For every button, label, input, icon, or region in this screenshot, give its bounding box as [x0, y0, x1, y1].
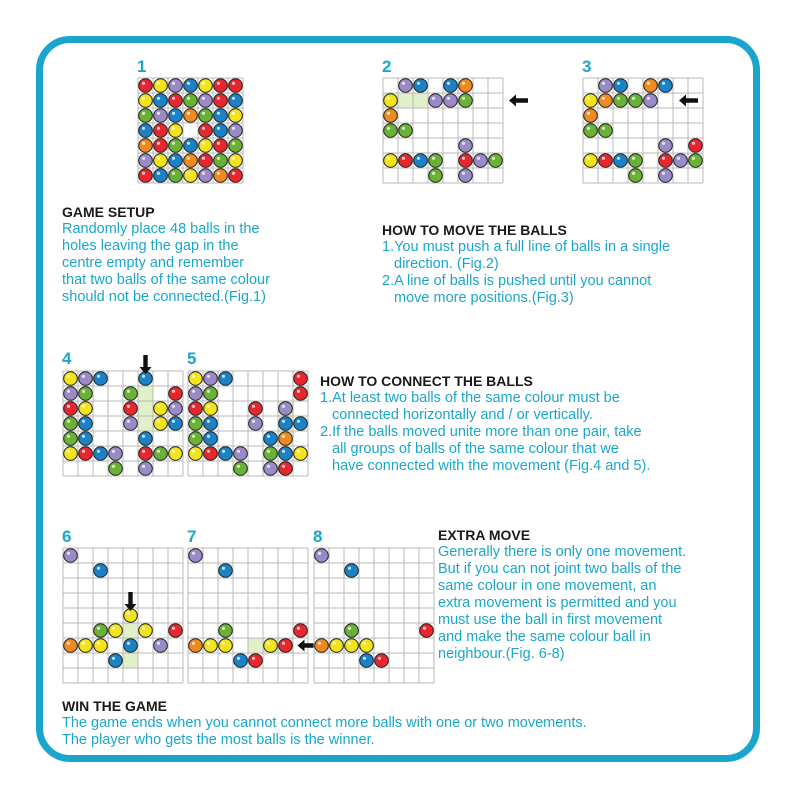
extra-line: and make the same colour ball in	[438, 629, 651, 645]
board-svg	[187, 547, 309, 684]
ball	[169, 387, 183, 401]
ball	[199, 154, 213, 168]
ball	[94, 639, 108, 653]
ball	[94, 447, 108, 461]
ball	[169, 447, 183, 461]
ball	[189, 432, 203, 446]
ball	[189, 549, 203, 563]
ball	[154, 417, 168, 431]
ball	[79, 639, 93, 653]
ball	[214, 79, 228, 93]
ball	[249, 417, 263, 431]
ball	[139, 624, 153, 638]
extra-heading: EXTRA MOVE	[438, 527, 531, 543]
setup-line: that two balls of the same colour	[62, 272, 270, 288]
ball	[264, 639, 278, 653]
ball	[659, 154, 673, 168]
ball	[204, 372, 218, 386]
ball	[629, 94, 643, 108]
ball	[64, 417, 78, 431]
extra-line: Generally there is only one movement.	[438, 544, 687, 560]
ball	[189, 372, 203, 386]
ball	[644, 79, 658, 93]
ball	[189, 417, 203, 431]
ball	[429, 154, 443, 168]
ball	[214, 109, 228, 123]
figure-number: 2	[382, 57, 392, 76]
ball	[584, 109, 598, 123]
figure-number: 7	[187, 527, 197, 546]
ball	[279, 402, 293, 416]
ball	[614, 94, 628, 108]
ball	[599, 154, 613, 168]
ball	[199, 109, 213, 123]
ball	[189, 447, 203, 461]
ball	[674, 154, 688, 168]
ball	[599, 94, 613, 108]
setup-text	[62, 221, 362, 306]
ball	[199, 139, 213, 153]
ball	[279, 462, 293, 476]
ball	[94, 564, 108, 578]
ball	[614, 79, 628, 93]
ball	[384, 124, 398, 138]
ball	[169, 94, 183, 108]
ball	[139, 124, 153, 138]
move-path-cell	[138, 401, 153, 416]
ball	[234, 654, 248, 668]
game-board-fig8	[313, 547, 435, 684]
ball	[154, 402, 168, 416]
ball	[229, 94, 243, 108]
ball	[229, 79, 243, 93]
ball	[139, 94, 153, 108]
move-heading: HOW TO MOVE THE BALLS	[382, 222, 567, 238]
move-path-cell	[413, 93, 428, 108]
ball	[199, 169, 213, 183]
win-text	[62, 715, 762, 749]
ball	[169, 139, 183, 153]
ball	[94, 372, 108, 386]
board-svg	[382, 77, 504, 184]
ball	[264, 432, 278, 446]
ball	[659, 139, 673, 153]
ball	[689, 139, 703, 153]
ball	[629, 154, 643, 168]
ball	[204, 402, 218, 416]
ball	[659, 79, 673, 93]
ball	[154, 109, 168, 123]
ball	[264, 462, 278, 476]
move-path-cell	[123, 653, 138, 668]
ball	[384, 109, 398, 123]
ball	[94, 624, 108, 638]
ball	[139, 154, 153, 168]
ball	[345, 639, 359, 653]
ball	[139, 139, 153, 153]
game-board-fig3	[582, 77, 704, 184]
ball	[219, 372, 233, 386]
move-line: direction. (Fig.2)	[394, 256, 499, 272]
ball	[444, 79, 458, 93]
ball	[219, 639, 233, 653]
win-line: The game ends when you cannot connect more balls with one or two movements.	[62, 715, 587, 731]
ball	[429, 169, 443, 183]
setup-heading: GAME SETUP	[62, 204, 155, 220]
ball	[64, 432, 78, 446]
figure-number: 1	[137, 57, 147, 76]
ball	[109, 462, 123, 476]
ball	[644, 94, 658, 108]
ball	[294, 417, 308, 431]
board-svg	[313, 547, 435, 684]
ball	[154, 124, 168, 138]
ball	[214, 124, 228, 138]
ball	[184, 94, 198, 108]
setup-line: should not be connected.(Fig.1)	[62, 289, 266, 305]
ball	[184, 154, 198, 168]
ball	[79, 372, 93, 386]
ball	[384, 94, 398, 108]
ball	[629, 169, 643, 183]
win-heading: WIN THE GAME	[62, 698, 167, 714]
ball	[64, 372, 78, 386]
ball	[124, 402, 138, 416]
figure-number: 6	[62, 527, 72, 546]
ball	[584, 94, 598, 108]
ball	[429, 94, 443, 108]
ball	[184, 139, 198, 153]
move-path-cell	[398, 93, 413, 108]
ball	[79, 447, 93, 461]
ball	[279, 639, 293, 653]
ball	[199, 79, 213, 93]
board-svg	[582, 77, 704, 184]
ball	[315, 639, 329, 653]
ball	[184, 79, 198, 93]
ball	[459, 79, 473, 93]
ball	[249, 654, 263, 668]
ball	[474, 154, 488, 168]
ball	[234, 462, 248, 476]
ball	[154, 154, 168, 168]
board-grid	[314, 548, 434, 683]
ball	[64, 387, 78, 401]
ball	[219, 624, 233, 638]
figure-number: 3	[582, 57, 592, 76]
board-grid	[188, 548, 308, 683]
ball	[459, 139, 473, 153]
ball	[154, 447, 168, 461]
ball	[189, 402, 203, 416]
ball	[189, 387, 203, 401]
ball	[315, 549, 329, 563]
ball	[79, 432, 93, 446]
ball	[169, 417, 183, 431]
ball	[229, 169, 243, 183]
ball	[420, 624, 434, 638]
ball	[199, 94, 213, 108]
ball	[294, 447, 308, 461]
ball	[345, 624, 359, 638]
ball	[234, 447, 248, 461]
ball	[124, 417, 138, 431]
game-board-fig4	[62, 370, 184, 477]
ball	[169, 169, 183, 183]
ball	[154, 139, 168, 153]
ball	[214, 139, 228, 153]
game-board-fig6	[62, 547, 184, 684]
ball	[139, 169, 153, 183]
ball	[154, 79, 168, 93]
ball	[459, 169, 473, 183]
ball	[139, 462, 153, 476]
ball	[584, 124, 598, 138]
move-path-cell	[123, 623, 138, 638]
ball	[294, 387, 308, 401]
move-path-cell	[138, 416, 153, 431]
ball	[219, 447, 233, 461]
ball	[414, 154, 428, 168]
ball	[124, 639, 138, 653]
ball	[599, 79, 613, 93]
ball	[489, 154, 503, 168]
ball	[169, 79, 183, 93]
ball	[154, 94, 168, 108]
ball	[229, 139, 243, 153]
move-path-cell	[248, 638, 263, 653]
ball	[169, 402, 183, 416]
ball	[154, 169, 168, 183]
ball	[64, 402, 78, 416]
ball	[139, 79, 153, 93]
board-grid	[63, 548, 183, 683]
board-svg	[187, 370, 309, 477]
win-line: The player who gets the most balls is the winner.	[62, 732, 375, 748]
ball	[204, 432, 218, 446]
connect-line: 2.If the balls moved unite more than one pair, take	[320, 424, 642, 440]
move-line: 2.A line of balls is pushed until you cannot	[382, 273, 652, 289]
ball	[64, 639, 78, 653]
ball	[214, 169, 228, 183]
ball	[204, 417, 218, 431]
figure-number: 8	[313, 527, 323, 546]
ball	[184, 169, 198, 183]
figure-number: 5	[187, 349, 197, 368]
ball	[345, 564, 359, 578]
figure-number: 4	[62, 349, 72, 368]
ball	[360, 654, 374, 668]
ball	[139, 447, 153, 461]
ball	[459, 94, 473, 108]
board-svg	[137, 77, 244, 184]
ball	[294, 624, 308, 638]
ball	[229, 124, 243, 138]
ball	[599, 124, 613, 138]
connect-text	[320, 390, 755, 475]
ball	[330, 639, 344, 653]
ball	[279, 447, 293, 461]
ball	[249, 402, 263, 416]
move-path-cell	[138, 386, 153, 401]
game-board-fig2	[382, 77, 504, 184]
ball	[199, 124, 213, 138]
ball	[689, 154, 703, 168]
setup-line: Randomly place 48 balls in the	[62, 221, 260, 237]
ball	[79, 402, 93, 416]
move-line: move more positions.(Fig.3)	[394, 290, 574, 306]
extra-line: extra movement is permitted and you	[438, 595, 677, 611]
ball	[124, 387, 138, 401]
ball	[399, 154, 413, 168]
extra-line: must use the ball in first movement	[438, 612, 663, 628]
ball	[189, 639, 203, 653]
connect-line: 1.At least two balls of the same colour must be	[320, 390, 620, 406]
setup-line: holes leaving the gap in the	[62, 238, 239, 254]
ball	[204, 639, 218, 653]
ball	[214, 154, 228, 168]
board-svg	[62, 370, 184, 477]
ball	[444, 94, 458, 108]
ball	[64, 549, 78, 563]
setup-line: centre empty and remember	[62, 255, 245, 271]
extra-line: same colour in one movement, an	[438, 578, 657, 594]
connect-line: all groups of balls of the same colour that we	[332, 441, 619, 457]
move-line: 1.You must push a full line of balls in a single	[382, 239, 671, 255]
connect-line: connected horizontally and / or vertically.	[332, 407, 593, 423]
ball	[109, 654, 123, 668]
ball	[614, 154, 628, 168]
ball	[214, 94, 228, 108]
ball	[229, 154, 243, 168]
ball	[169, 109, 183, 123]
ball	[204, 447, 218, 461]
ball	[109, 624, 123, 638]
ball	[384, 154, 398, 168]
ball	[264, 447, 278, 461]
ball	[64, 447, 78, 461]
connect-line: have connected with the movement (Fig.4 and 5).	[332, 458, 651, 474]
ball	[229, 109, 243, 123]
ball	[109, 447, 123, 461]
ball	[659, 169, 673, 183]
game-board-fig5	[187, 370, 309, 477]
ball	[139, 109, 153, 123]
ball	[459, 154, 473, 168]
ball	[375, 654, 389, 668]
ball	[399, 79, 413, 93]
ball	[219, 564, 233, 578]
board-svg	[62, 547, 184, 684]
ball	[204, 387, 218, 401]
ball	[399, 124, 413, 138]
connect-heading: HOW TO CONNECT THE BALLS	[320, 373, 533, 389]
move-text	[382, 239, 752, 307]
ball	[79, 417, 93, 431]
ball	[279, 417, 293, 431]
game-board-fig1	[137, 77, 244, 184]
ball	[360, 639, 374, 653]
ball	[184, 109, 198, 123]
extra-text	[438, 544, 756, 663]
ball	[169, 624, 183, 638]
game-board-fig7	[187, 547, 309, 684]
extra-line: neighbour.(Fig. 6-8)	[438, 646, 565, 662]
ball	[294, 372, 308, 386]
ball	[584, 154, 598, 168]
ball	[139, 432, 153, 446]
ball	[169, 124, 183, 138]
ball	[79, 387, 93, 401]
extra-line: But if you can not joint two balls of the	[438, 561, 682, 577]
ball	[169, 154, 183, 168]
ball	[154, 639, 168, 653]
ball	[279, 432, 293, 446]
ball	[414, 79, 428, 93]
